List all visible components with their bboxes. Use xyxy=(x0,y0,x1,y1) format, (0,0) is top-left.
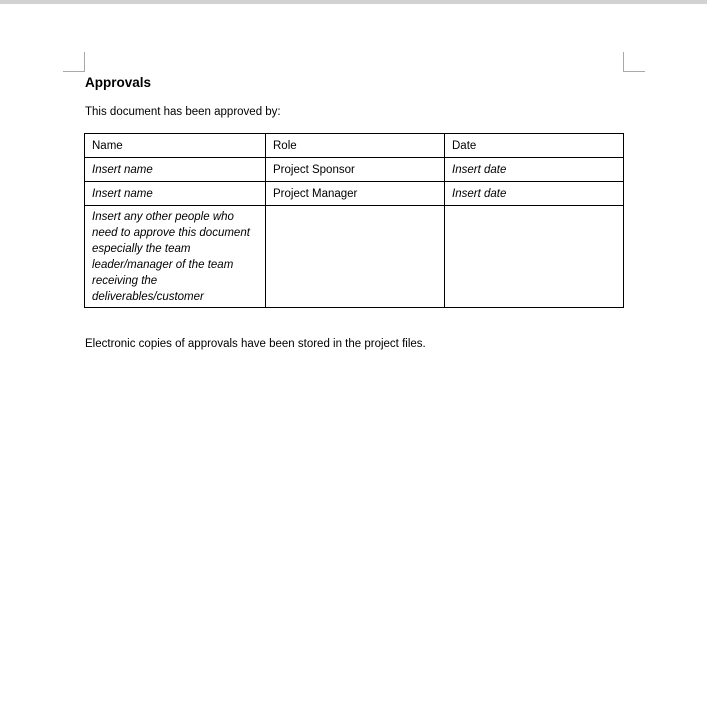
cell-date-placeholder[interactable]: Insert date xyxy=(445,182,624,206)
text-boundary-mark-top-left xyxy=(63,52,85,72)
cell-date-placeholder[interactable]: Insert date xyxy=(445,158,624,182)
table-header-row xyxy=(85,134,624,158)
section-heading: Approvals xyxy=(85,75,152,90)
table-row xyxy=(85,206,624,308)
closing-note-paragraph: Electronic copies of approvals have been stored in the project files. xyxy=(85,338,426,350)
table-row xyxy=(85,182,624,206)
intro-paragraph: This document has been approved by: xyxy=(85,106,281,118)
cell-role-project-manager[interactable]: Project Manager xyxy=(266,182,445,206)
cell-name-placeholder[interactable]: Insert name xyxy=(85,182,266,206)
column-header-date: Date xyxy=(445,134,624,158)
cell-role-empty[interactable] xyxy=(266,206,445,308)
approvals-table xyxy=(84,133,624,308)
column-header-name: Name xyxy=(85,134,266,158)
table-row xyxy=(85,158,624,182)
cell-other-approvers-placeholder[interactable]: Insert any other people who need to approve this document especially the team leader/manager of the team receiving the deliverables/customer xyxy=(85,206,266,308)
column-header-role: Role xyxy=(266,134,445,158)
cell-role-project-sponsor[interactable]: Project Sponsor xyxy=(266,158,445,182)
cell-name-placeholder[interactable]: Insert name xyxy=(85,158,266,182)
text-boundary-mark-top-right xyxy=(623,52,645,72)
window-top-edge xyxy=(0,0,707,4)
cell-date-empty[interactable] xyxy=(445,206,624,308)
